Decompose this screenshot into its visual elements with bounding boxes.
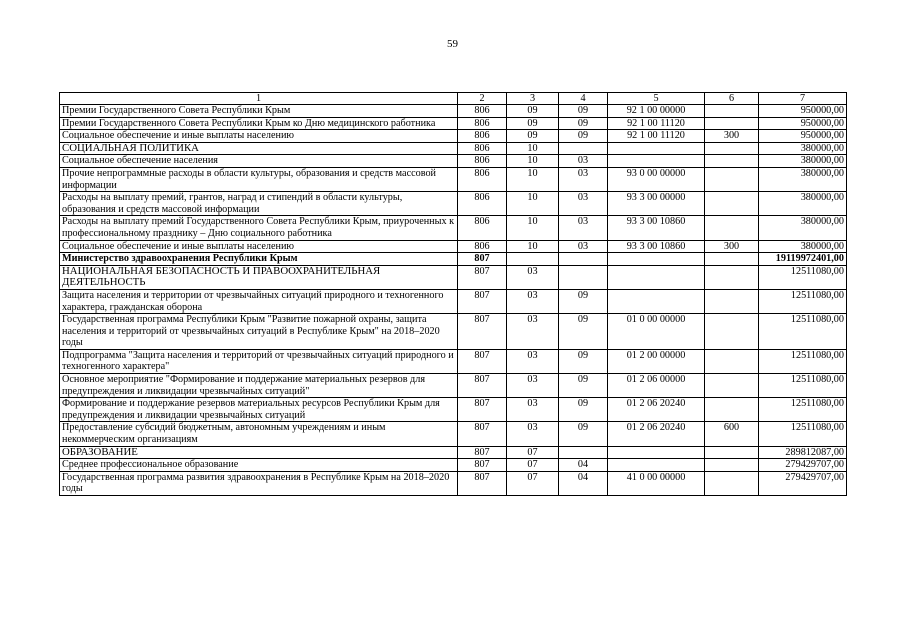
- cell-target-article: 92 1 00 11120: [608, 117, 705, 130]
- header-col-7: 7: [759, 93, 847, 105]
- cell-expense-type: [705, 349, 759, 373]
- cell-name: Предоставление субсидий бюджетным, автономным учреждениям и иным некоммерческим организациям: [60, 422, 458, 446]
- cell-section: 03: [507, 314, 559, 350]
- cell-subsection: 03: [559, 240, 608, 253]
- cell-ministry-code: 806: [458, 155, 507, 168]
- cell-expense-type: [705, 142, 759, 155]
- header-col-5: 5: [608, 93, 705, 105]
- cell-section: 10: [507, 240, 559, 253]
- cell-target-article: 92 1 00 00000: [608, 105, 705, 118]
- cell-subsection: 09: [559, 289, 608, 313]
- cell-target-article: [608, 142, 705, 155]
- table-row: [60, 130, 847, 143]
- cell-ministry-code: 807: [458, 314, 507, 350]
- table-row: [60, 314, 847, 350]
- cell-amount: 12511080,00: [759, 314, 847, 350]
- cell-name: ОБРАЗОВАНИЕ: [60, 446, 458, 459]
- cell-expense-type: [705, 459, 759, 472]
- cell-subsection: [559, 142, 608, 155]
- cell-expense-type: [705, 253, 759, 266]
- cell-section: 03: [507, 289, 559, 313]
- cell-subsection: 03: [559, 216, 608, 240]
- cell-name: СОЦИАЛЬНАЯ ПОЛИТИКА: [60, 142, 458, 155]
- cell-amount: 12511080,00: [759, 265, 847, 289]
- cell-name: Прочие непрограммные расходы в области культуры, образования и средств массовой информации: [60, 167, 458, 191]
- cell-amount: 380000,00: [759, 192, 847, 216]
- table-row: [60, 142, 847, 155]
- table-row: [60, 349, 847, 373]
- cell-subsection: 09: [559, 422, 608, 446]
- table-row: [60, 471, 847, 495]
- table-row: [60, 374, 847, 398]
- cell-section: 10: [507, 155, 559, 168]
- cell-target-article: [608, 446, 705, 459]
- cell-ministry-code: 806: [458, 105, 507, 118]
- table-row: [60, 216, 847, 240]
- cell-amount: 12511080,00: [759, 422, 847, 446]
- cell-amount: 380000,00: [759, 167, 847, 191]
- cell-subsection: 09: [559, 374, 608, 398]
- cell-subsection: [559, 446, 608, 459]
- cell-amount: 950000,00: [759, 130, 847, 143]
- cell-target-article: [608, 155, 705, 168]
- cell-subsection: 09: [559, 130, 608, 143]
- cell-amount: 950000,00: [759, 105, 847, 118]
- cell-name: Премии Государственного Совета Республики Крым ко Дню медицинского работника: [60, 117, 458, 130]
- cell-target-article: 93 0 00 00000: [608, 167, 705, 191]
- cell-name: Премии Государственного Совета Республики Крым: [60, 105, 458, 118]
- cell-subsection: 09: [559, 105, 608, 118]
- cell-amount: 12511080,00: [759, 374, 847, 398]
- table-row: [60, 459, 847, 472]
- cell-expense-type: 600: [705, 422, 759, 446]
- cell-name: Социальное обеспечение и иные выплаты населению: [60, 240, 458, 253]
- cell-subsection: 09: [559, 349, 608, 373]
- cell-section: 03: [507, 422, 559, 446]
- page-number: 59: [447, 38, 458, 50]
- cell-expense-type: [705, 117, 759, 130]
- cell-name: Основное мероприятие "Формирование и поддержание материальных резервов для предупреждения и ликвидации чрезвычайных ситуаций": [60, 374, 458, 398]
- table-row: [60, 289, 847, 313]
- cell-expense-type: [705, 446, 759, 459]
- cell-section: 10: [507, 192, 559, 216]
- cell-target-article: [608, 253, 705, 266]
- cell-amount: 279429707,00: [759, 471, 847, 495]
- cell-target-article: [608, 459, 705, 472]
- cell-section: 03: [507, 398, 559, 422]
- cell-target-article: 01 0 00 00000: [608, 314, 705, 350]
- cell-name: Расходы на выплату премий, грантов, наград и стипендий в области культуры, образования и средств массовой информации: [60, 192, 458, 216]
- header-row: [60, 93, 847, 105]
- cell-ministry-code: 806: [458, 216, 507, 240]
- cell-name: Формирование и поддержание резервов материальных ресурсов Республики Крым для предупреждения и ликвидации чрезвычайных ситуаций: [60, 398, 458, 422]
- cell-subsection: 04: [559, 471, 608, 495]
- cell-subsection: 09: [559, 398, 608, 422]
- cell-ministry-code: 807: [458, 265, 507, 289]
- cell-ministry-code: 807: [458, 446, 507, 459]
- cell-expense-type: [705, 471, 759, 495]
- cell-amount: 380000,00: [759, 142, 847, 155]
- cell-expense-type: [705, 314, 759, 350]
- cell-section: 07: [507, 446, 559, 459]
- cell-target-article: 01 2 00 00000: [608, 349, 705, 373]
- cell-name: НАЦИОНАЛЬНАЯ БЕЗОПАСНОСТЬ И ПРАВООХРАНИТЕЛЬНАЯ ДЕЯТЕЛЬНОСТЬ: [60, 265, 458, 289]
- cell-amount: 12511080,00: [759, 289, 847, 313]
- header-col-2: 2: [458, 93, 507, 105]
- cell-amount: 12511080,00: [759, 398, 847, 422]
- table-row: [60, 398, 847, 422]
- table-row: [60, 240, 847, 253]
- cell-section: 10: [507, 216, 559, 240]
- cell-target-article: 41 0 00 00000: [608, 471, 705, 495]
- cell-target-article: 93 3 00 10860: [608, 216, 705, 240]
- cell-ministry-code: 806: [458, 142, 507, 155]
- cell-ministry-code: 806: [458, 240, 507, 253]
- cell-expense-type: [705, 265, 759, 289]
- cell-expense-type: [705, 155, 759, 168]
- table-row: [60, 117, 847, 130]
- cell-name: Подпрограмма "Защита населения и территорий от чрезвычайных ситуаций природного и техногенного характера": [60, 349, 458, 373]
- cell-name: Социальное обеспечение населения: [60, 155, 458, 168]
- cell-ministry-code: 807: [458, 289, 507, 313]
- cell-target-article: 93 3 00 00000: [608, 192, 705, 216]
- table-row: [60, 265, 847, 289]
- cell-name: Среднее профессиональное образование: [60, 459, 458, 472]
- cell-section: 03: [507, 374, 559, 398]
- table-row: [60, 167, 847, 191]
- table-row: [60, 155, 847, 168]
- cell-amount: 19119972401,00: [759, 253, 847, 266]
- cell-subsection: 03: [559, 192, 608, 216]
- cell-amount: 12511080,00: [759, 349, 847, 373]
- cell-name: Социальное обеспечение и иные выплаты населению: [60, 130, 458, 143]
- table-row: [60, 253, 847, 266]
- cell-subsection: [559, 253, 608, 266]
- cell-name: Защита населения и территории от чрезвычайных ситуаций природного и техногенного характера, гражданская оборона: [60, 289, 458, 313]
- cell-ministry-code: 806: [458, 117, 507, 130]
- cell-section: 09: [507, 130, 559, 143]
- cell-section: 07: [507, 459, 559, 472]
- cell-name: Министерство здравоохранения Республики Крым: [60, 253, 458, 266]
- cell-expense-type: [705, 216, 759, 240]
- header-col-1: 1: [60, 93, 458, 105]
- cell-expense-type: [705, 289, 759, 313]
- table-row: [60, 446, 847, 459]
- cell-section: 10: [507, 142, 559, 155]
- cell-amount: 380000,00: [759, 155, 847, 168]
- cell-amount: 950000,00: [759, 117, 847, 130]
- table-body: [60, 105, 847, 496]
- cell-subsection: 04: [559, 459, 608, 472]
- cell-amount: 279429707,00: [759, 459, 847, 472]
- table-header: [60, 93, 847, 105]
- cell-target-article: 01 2 06 20240: [608, 398, 705, 422]
- header-col-4: 4: [559, 93, 608, 105]
- cell-section: 09: [507, 117, 559, 130]
- cell-ministry-code: 807: [458, 253, 507, 266]
- cell-expense-type: [705, 398, 759, 422]
- cell-subsection: 09: [559, 314, 608, 350]
- cell-expense-type: [705, 374, 759, 398]
- cell-ministry-code: 807: [458, 374, 507, 398]
- cell-target-article: [608, 265, 705, 289]
- cell-ministry-code: 807: [458, 349, 507, 373]
- cell-amount: 380000,00: [759, 216, 847, 240]
- cell-expense-type: [705, 167, 759, 191]
- cell-name: Расходы на выплату премий Государственного Совета Республики Крым, приуроченных к профессиональному празднику – Дню социального работника: [60, 216, 458, 240]
- header-col-6: 6: [705, 93, 759, 105]
- cell-section: 10: [507, 167, 559, 191]
- cell-subsection: [559, 265, 608, 289]
- cell-amount: 289812087,00: [759, 446, 847, 459]
- cell-ministry-code: 807: [458, 398, 507, 422]
- table-row: [60, 105, 847, 118]
- cell-section: 09: [507, 105, 559, 118]
- cell-target-article: 93 3 00 10860: [608, 240, 705, 253]
- cell-ministry-code: 807: [458, 471, 507, 495]
- cell-section: 03: [507, 265, 559, 289]
- cell-subsection: 03: [559, 155, 608, 168]
- header-col-3: 3: [507, 93, 559, 105]
- cell-ministry-code: 806: [458, 167, 507, 191]
- cell-section: 03: [507, 349, 559, 373]
- cell-target-article: 92 1 00 11120: [608, 130, 705, 143]
- cell-subsection: 03: [559, 167, 608, 191]
- budget-table: [59, 92, 847, 496]
- cell-section: 07: [507, 471, 559, 495]
- cell-target-article: 01 2 06 20240: [608, 422, 705, 446]
- cell-expense-type: 300: [705, 240, 759, 253]
- cell-expense-type: 300: [705, 130, 759, 143]
- cell-ministry-code: 807: [458, 422, 507, 446]
- cell-name: Государственная программа Республики Крым "Развитие пожарной охраны, защита населения и территорий от чрезвычайных ситуаций в Республике Крым" на 2018–2020 годы: [60, 314, 458, 350]
- cell-target-article: 01 2 06 00000: [608, 374, 705, 398]
- cell-section: [507, 253, 559, 266]
- cell-target-article: [608, 289, 705, 313]
- cell-name: Государственная программа развития здравоохранения в Республике Крым на 2018–2020 годы: [60, 471, 458, 495]
- table-row: [60, 192, 847, 216]
- table-row: [60, 422, 847, 446]
- cell-expense-type: [705, 105, 759, 118]
- cell-ministry-code: 806: [458, 192, 507, 216]
- cell-subsection: 09: [559, 117, 608, 130]
- cell-ministry-code: 807: [458, 459, 507, 472]
- cell-amount: 380000,00: [759, 240, 847, 253]
- cell-expense-type: [705, 192, 759, 216]
- cell-ministry-code: 806: [458, 130, 507, 143]
